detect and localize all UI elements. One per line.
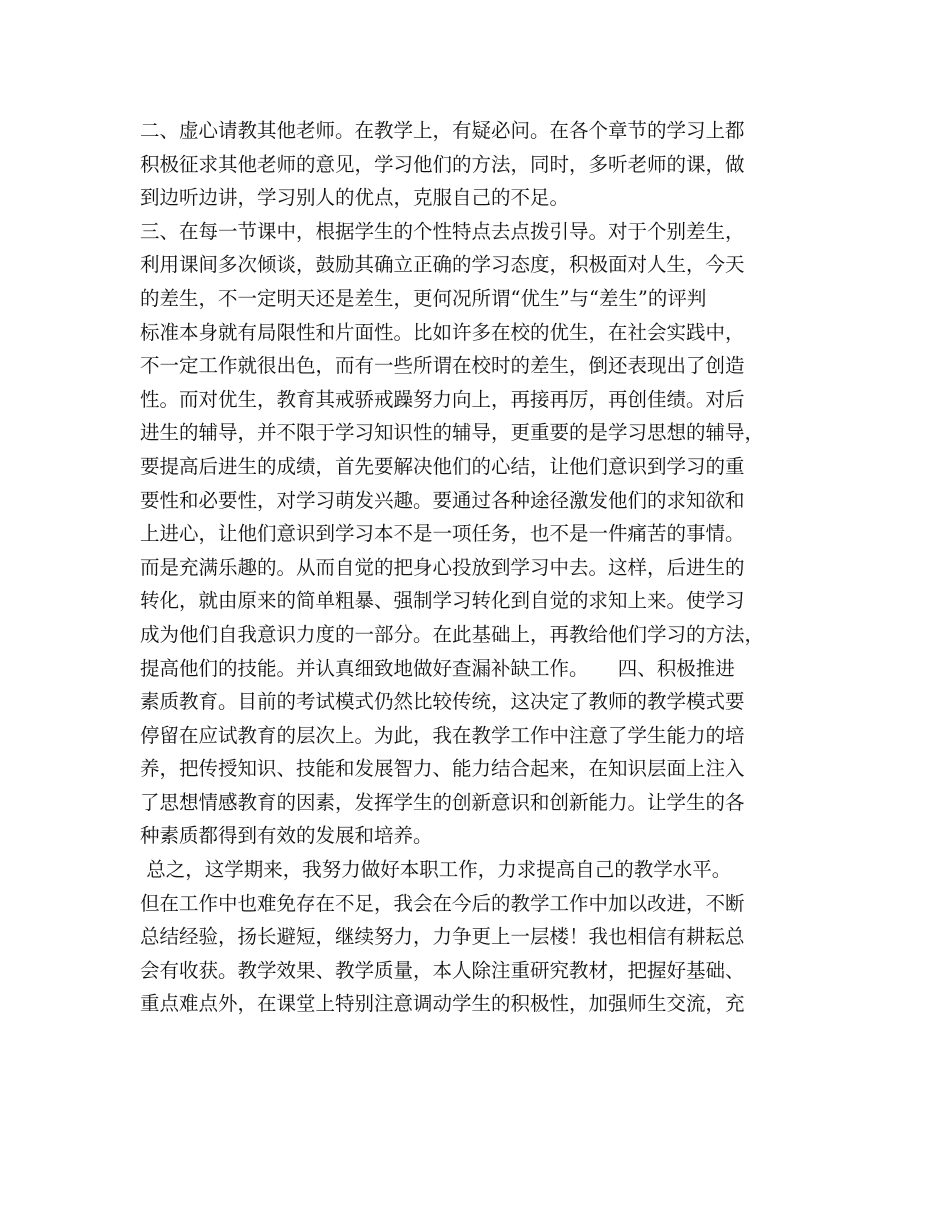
text-line: 上进心，让他们意识到学习本不是一项任务，也不是一件痛苦的事情。 [140, 522, 745, 546]
text-line: 积极征求其他老师的意见，学习他们的方法，同时，多听老师的课，做 [140, 152, 745, 176]
text-line: 了思想情感教育的因素，发挥学生的创新意识和创新能力。让学生的各 [140, 790, 745, 814]
text-line: 不一定工作就很出色，而有一些所谓在校时的差生，倒还表现出了创造 [140, 354, 745, 378]
text-line: 总之，这学期来，我努力做好本职工作，力求提高自己的教学水平。 [140, 858, 732, 882]
text-line: 要提高后进生的成绩，首先要解决他们的心结，让他们意识到学习的重 [140, 454, 745, 478]
text-line: 养，把传授知识、技能和发展智力、能力结合起来，在知识层面上注入 [140, 757, 745, 781]
text-line: 三、在每一节课中，根据学生的个性特点去点拨引导。对于个别差生， [140, 219, 745, 243]
text-line: 总结经验，扬长避短，继续努力，力争更上一层楼！我也相信有耕耘总 [140, 925, 745, 949]
text-line: 停留在应试教育的层次上。为此，我在教学工作中注意了学生能力的培 [140, 723, 745, 747]
text-line: 重点难点外，在课堂上特别注意调动学生的积极性，加强师生交流，充 [140, 992, 745, 1016]
text-line: 会有收获。教学效果、教学质量，本人除注重研究教材，把握好基础、 [140, 958, 745, 982]
text-line: 进生的辅导，并不限于学习知识性的辅导，更重要的是学习思想的辅导， [140, 421, 765, 445]
text-line: 而是充满乐趣的。从而自觉的把身心投放到学习中去。这样，后进生的 [140, 555, 745, 579]
text-line: 成为他们自我意识力度的一部分。在此基础上，再教给他们学习的方法， [140, 622, 765, 646]
text-line: 素质教育。目前的考试模式仍然比较传统，这决定了教师的教学模式要 [140, 690, 745, 714]
text-line: 二、虚心请教其他老师。在教学上，有疑必问。在各个章节的学习上都 [140, 119, 745, 142]
text-line: 到边听边讲，学习别人的优点，克服自己的不足。 [140, 186, 570, 210]
text-line: 标准本身就有局限性和片面性。比如许多在校的优生，在社会实践中， [140, 320, 745, 344]
text-line: 但在工作中也难免存在不足，我会在今后的教学工作中加以改进，不断 [140, 891, 745, 915]
text-line: 种素质都得到有效的发展和培养。 [140, 824, 433, 848]
text-line: 的差生，不一定明天还是差生，更何况所谓“优生”与“差生”的评判 [140, 286, 707, 310]
text-line: 要性和必要性，对学习萌发兴趣。要通过各种途径激发他们的求知欲和 [140, 488, 745, 512]
text-line: 转化，就由原来的简单粗暴、强制学习转化到自觉的求知上来。使学习 [140, 589, 745, 613]
body-text [140, 114, 830, 1021]
text-line: 利用课间多次倾谈，鼓励其确立正确的学习态度，积极面对人生，今天 [140, 253, 745, 277]
text-line: 提高他们的技能。并认真细致地做好查漏补缺工作。 四、积极推进 [140, 656, 735, 680]
text-line: 性。而对优生，教育其戒骄戒躁努力向上，再接再厉，再创佳绩。对后 [140, 387, 745, 411]
